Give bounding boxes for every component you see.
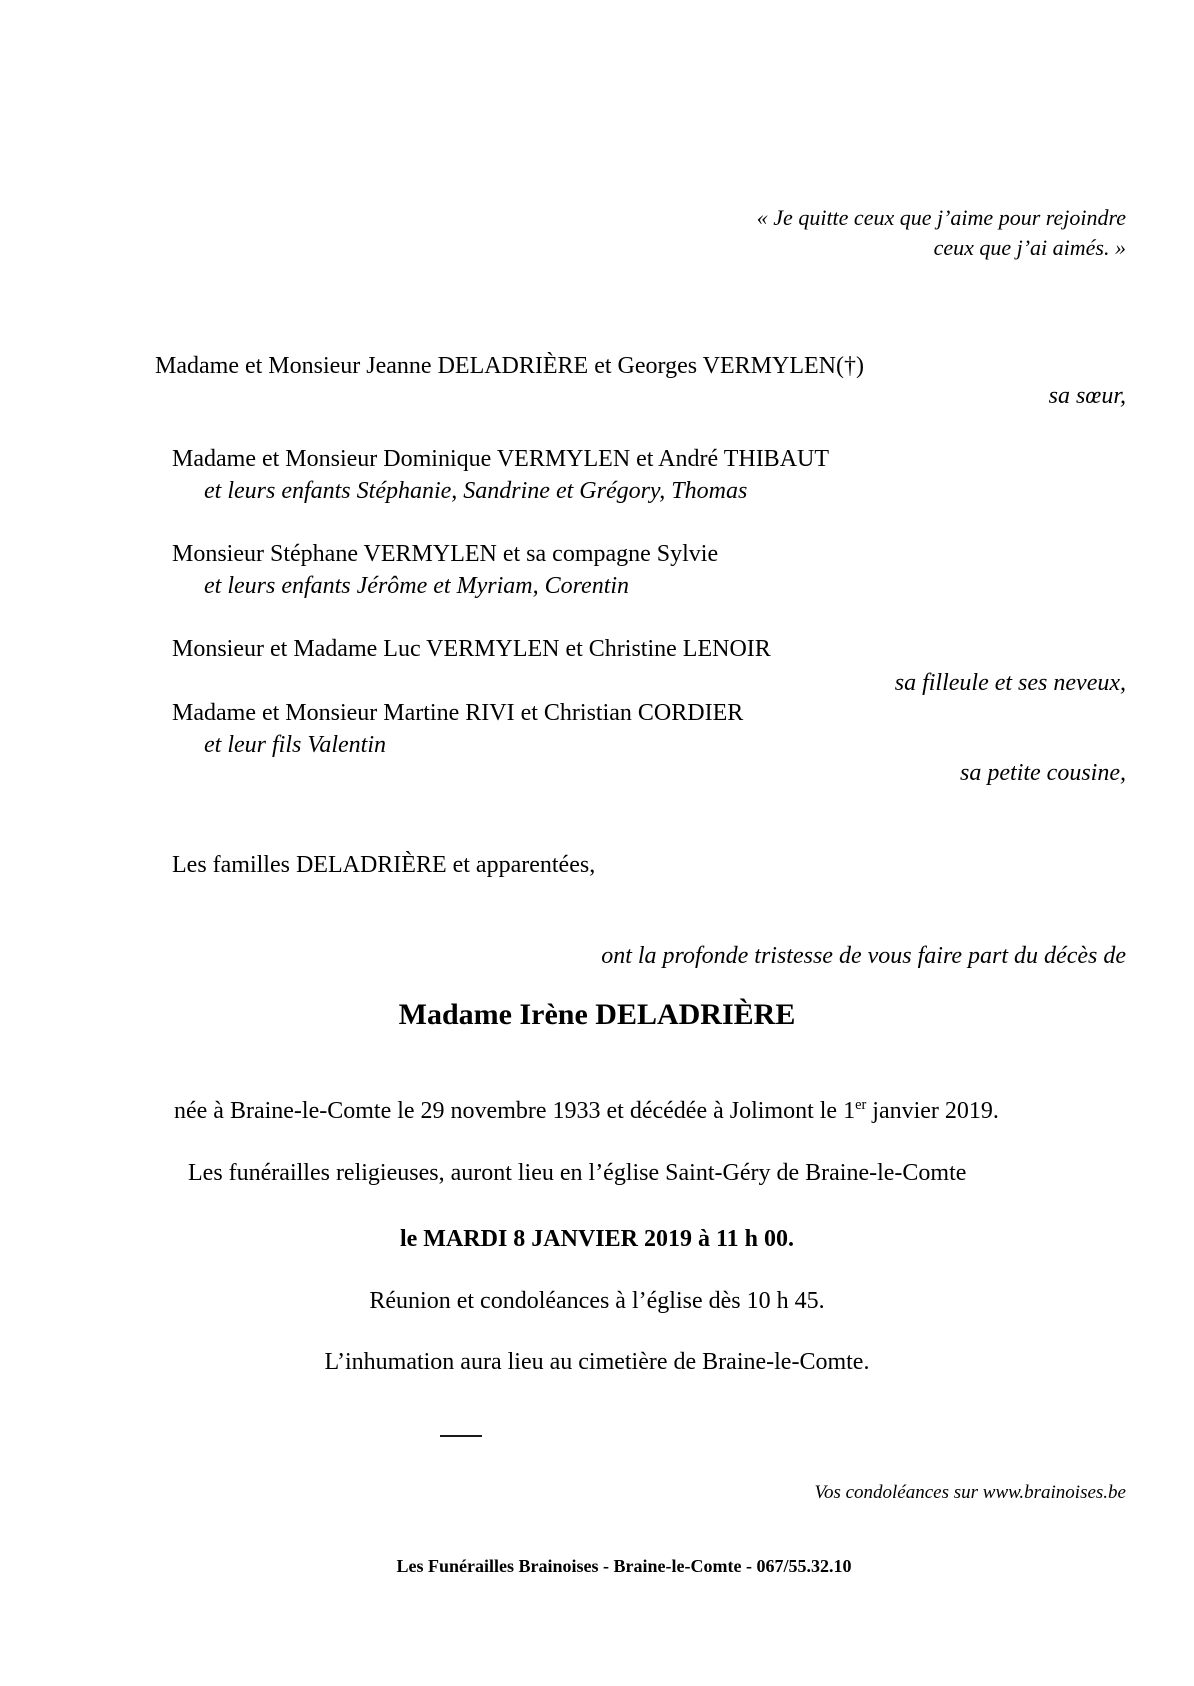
relationship-label-little-cousin: sa petite cousine, xyxy=(960,760,1126,786)
gathering-line: Réunion et condoléances à l’église dès 10 h 45. xyxy=(369,1288,825,1314)
relationship-label-goddaughter-nephews: sa filleule et ses neveux, xyxy=(894,670,1126,696)
condolences-website-line: Vos condoléances sur www.brainoises.be xyxy=(814,1482,1126,1503)
relative-line-luc: Monsieur et Madame Luc VERMYLEN et Christine LENOIR xyxy=(172,636,771,662)
birth-death-suffix: janvier 2019. xyxy=(866,1098,999,1124)
memorial-quote-line-2: ceux que j’ai aimés. » xyxy=(933,235,1126,260)
relative-line-sister: Madame et Monsieur Jeanne DELADRIÈRE et Georges VERMYLEN(†) xyxy=(155,353,864,379)
birth-death-line xyxy=(174,1097,999,1125)
relative-line-stephane: Monsieur Stéphane VERMYLEN et sa compagne Sylvie xyxy=(172,541,719,567)
relative-son-martine: et leur fils Valentin xyxy=(204,732,386,758)
ceremony-datetime: le MARDI 8 JANVIER 2019 à 11 h 00. xyxy=(399,1226,794,1252)
relative-children-dominique: et leurs enfants Stéphanie, Sandrine et Grégory, Thomas xyxy=(204,478,748,504)
deceased-name: Madame Irène DELADRIÈRE xyxy=(398,998,796,1031)
ceremony-line: Les funérailles religieuses, auront lieu en l’église Saint-Géry de Braine-le-Comte xyxy=(188,1160,967,1186)
burial-line: L’inhumation aura lieu au cimetière de Braine-le-Comte. xyxy=(324,1349,870,1375)
relative-line-dominique: Madame et Monsieur Dominique VERMYLEN et André THIBAUT xyxy=(172,446,830,472)
funeral-home-footer: Les Funérailles Brainoises - Braine-le-Comte - 067/55.32.10 xyxy=(396,1556,852,1576)
memorial-quote-line-1: « Je quitte ceux que j’aime pour rejoindre xyxy=(756,205,1126,230)
relative-line-families: Les familles DELADRIÈRE et apparentées, xyxy=(172,852,596,878)
relative-children-stephane: et leurs enfants Jérôme et Myriam, Corentin xyxy=(204,573,630,599)
birth-death-ordinal-suffix: er xyxy=(855,1097,867,1113)
memorial-quote xyxy=(757,203,1126,263)
section-divider-rule xyxy=(440,1435,482,1437)
relationship-label-sister: sa sœur, xyxy=(1048,383,1126,409)
announcement-intro: ont la profonde tristesse de vous faire part du décès de xyxy=(601,943,1126,969)
relative-line-martine: Madame et Monsieur Martine RIVI et Christian CORDIER xyxy=(172,700,744,726)
birth-death-prefix: née à Braine-le-Comte le 29 novembre 1933 et décédée à Jolimont le 1 xyxy=(174,1098,856,1124)
